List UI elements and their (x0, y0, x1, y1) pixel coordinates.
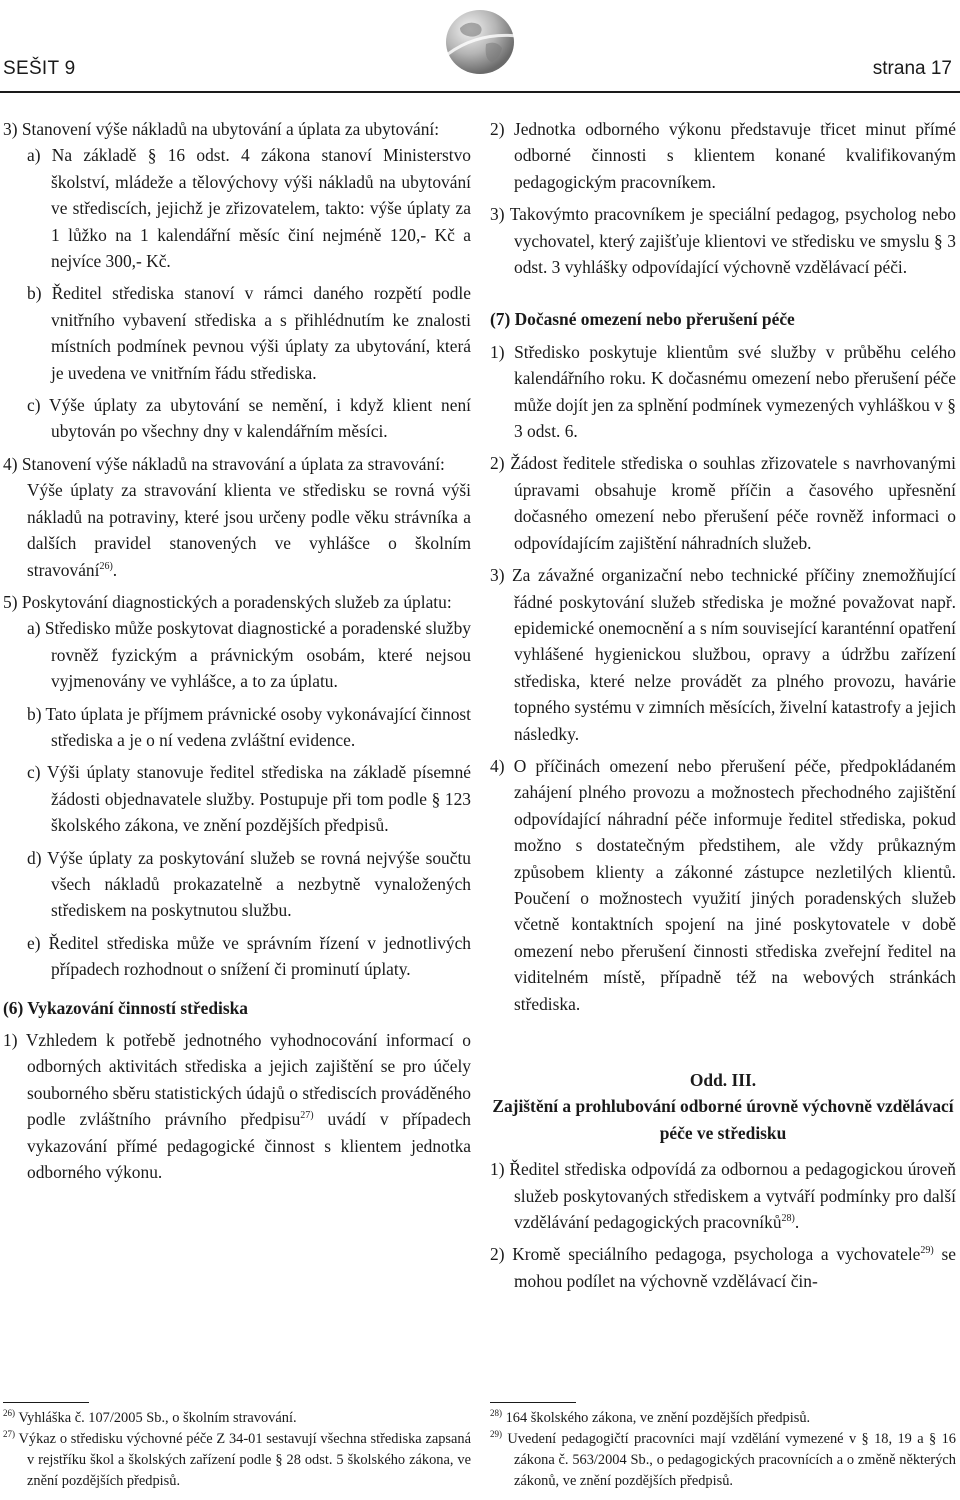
footnote-ref-28: 28) (781, 1213, 795, 1225)
section-6-2: 2) Jednotka odborného výkonu představuje třicet minut přímé odborné činnosti s klientem konané kvalifikovaným pedagogickým pracovníkem. (490, 119, 956, 192)
page-number: strana 17 (872, 58, 952, 79)
section-5b: b) Tato úplata je příjmem právnické osoby vykonávající činnost střediska a je o ní vedena zvláštní evidence. (27, 703, 471, 750)
division-item-1-end: . (794, 1212, 800, 1233)
footnote-number: 27) (3, 1429, 15, 1439)
section-7-1: 1) Středisko poskytuje klientům své služby v průběhu celého kalendářního roku. K dočasnému omezení nebo přerušení péče může dojít jen za splnění podmínek vymezených vyhláškou v § 3 odst. 6. (490, 341, 956, 442)
footnote-number: 28) (490, 1408, 502, 1418)
section-6-1 (3, 1027, 471, 1185)
section-3c: c) Výše úplaty za ubytování se nemění, i když klient není ubytován po všechny dny v kalendářním měsíci. (27, 395, 471, 442)
footnote-26 (3, 1408, 471, 1429)
division-item-2 (490, 1241, 956, 1294)
footnote-28 (490, 1408, 956, 1429)
section-7-2: 2) Žádost ředitele střediska o souhlas zřizovatele s navrhovanými úpravami obsahuje kromě příčin a časového upřesnění dočasného omezení nebo přerušení péče rovněž informaci o odpovídajícím zajištění náhradních služeb. (490, 453, 956, 553)
section-3b: b) Ředitel střediska stanoví v rámci daného rozpětí podle vnitřního vybavení střediska a s přihlédnutím ke znalosti místních podmínek pevnou výši úplaty za ubytování, která je uvedena ve vnitřním řádu střediska. (27, 283, 471, 383)
footnote-rule-left (3, 1402, 89, 1403)
section-7-4: 4) O příčinách omezení nebo přerušení péče, předpokládaném zahájení plného provozu a možnostech přechodného zajištění odpovídající náhradní péče informuje ředitel střediska, pokud možno s dostatečným předstihem, ale vždy průkazným způsobem klienty a zákonné zástupce nezletilých klientů. Poučení o možnostech využití jiných poradenských služeb včetně kontaktních spojení na jiné poskytovatele v době omezení nebo přerušení činnosti střediska zveřejní ředitel na viditelném místě, případně též na webových stránkách střediska. (490, 755, 956, 1014)
section-5-title: 5) Poskytování diagnostických a poradenských služeb za úplatu: (3, 591, 452, 612)
division-item-2-rest: se mohou podílet na výchovně vzdělávací čin- (514, 1244, 956, 1291)
footnote-27 (3, 1429, 471, 1492)
left-footnotes (3, 1408, 471, 1492)
page-header (0, 0, 960, 100)
section-3a: a) Na základě § 16 odst. 4 zákona stanoví Ministerstvo školství, mládeže a tělovýchovy výši nákladů na ubytování ve střediscích, jejichž je zřizovatelem, takto: výše úplaty za 1 lůžko na 1 kalendářní měsíc činí nejméně 120,- Kč a nejvíce 300,- Kč. (27, 145, 471, 272)
section-4-body: Výše úplaty za stravování klienta ve středisku se rovná výši nákladů na potraviny, které jsou určeny podle věku strávníka a dalších pravidel stanovených ve vyhlášce o školním stravování (27, 480, 471, 580)
footnote-number: 29) (490, 1429, 502, 1439)
footnote-ref-27: 27) (300, 1110, 314, 1122)
footnote-text: Výkaz o středisku výchovné péče Z 34-01 sestavují všechna střediska zapsaná v rejstříku škol a školských zařízení podle § 28 odst. 5 školského zákona, ve znění pozdějších předpisů. (18, 1431, 471, 1489)
left-column (3, 116, 471, 1185)
section-4-title: 4) Stanovení výše nákladů na stravování a úplata za stravování: (3, 453, 445, 474)
division-item-1-text: 1) Ředitel střediska odpovídá za odbornou a pedagogickou úroveň služeb poskytovaných střediskem a vytváří podmínky pro další vzdělávání pedagogických pracovníků (490, 1159, 956, 1233)
footnote-rule-right (490, 1402, 576, 1403)
section-4-text (3, 477, 471, 583)
section-7-3: 3) Za závažné organizační nebo technické příčiny znemožňující řádné poskytování služeb střediska je možné považovat např. epidemické onemocnění a s ním související karanténní opatření vyhlášené hygienickou službou, opravy a údržbu zařízení střediska, které nelze provádět za plného provozu, havárie topného systému v zimních měsících, živelní katastrofy a jejich následky. (490, 565, 956, 744)
footnote-29 (490, 1429, 956, 1492)
division-number: Odd. III. (689, 1070, 757, 1090)
footnote-ref-29: 29) (920, 1245, 934, 1257)
right-column (490, 116, 956, 1294)
section-6-1-text: 1) Vzhledem k potřebě jednotného vyhodnocování informací o odborných aktivitách střediska a jejich zajištění se pro účely souborného sběru statistických údajů o střediscích prováděného podle zvláštního právního předpisu (3, 1030, 471, 1130)
division-item-1 (490, 1156, 956, 1235)
issue-label: SEŠIT 9 (3, 58, 76, 79)
section-5c: c) Výši úplaty stanovuje ředitel střediska na základě písemné žádosti objednavatele služby. Postupuje při tom podle § 123 školského zákona, ve znění pozdějších předpisů. (27, 762, 471, 836)
footnote-number: 26) (3, 1408, 15, 1418)
footnote-text: Vyhláška č. 107/2005 Sb., o školním stravování. (18, 1410, 297, 1426)
section-6-heading: (6) Vykazování činností střediska (3, 997, 248, 1018)
section-4-end: . (112, 559, 118, 580)
section-6-3: 3) Takovýmto pracovníkem je speciální pedagog, psycholog nebo vychovatel, který zajišťuje klientovi ve středisku ve smyslu § 3 odst. 3 vyhlášky odpovídající výchovně vzdělávací péči. (490, 204, 956, 278)
section-5a: a) Středisko může poskytovat diagnostické a poradenské služby rovněž fyzickým a právnickým osobám, které nejsou vyjmenovány ve vyhlášce, a to za úplatu. (27, 618, 471, 692)
section-5d: d) Výše úplaty za poskytování služeb se rovná nejvýše součtu všech nákladů prokazatelně a nezbytně vynaložených střediskem na poskytnutou službu. (27, 847, 471, 921)
header-rule (0, 91, 960, 93)
section-7-heading: (7) Dočasné omezení nebo přerušení péče (490, 309, 795, 330)
division-item-2-text: 2) Kromě speciálního pedagoga, psychologa a vychovatele (490, 1244, 921, 1265)
division-title: Zajištění a prohlubování odborné úrovně výchovně vzdělávací péče ve středisku (492, 1096, 954, 1143)
section-3-title: 3) Stanovení výše nákladů na ubytování a úplata za ubytování: (3, 119, 440, 139)
globe-logo-icon (438, 2, 522, 82)
footnote-text: Uvedení pedagogičtí pracovníci mají vzdělání vymezené v § 18, 19 a § 16 zákona č. 563/2004 Sb., o pedagogických pracovnících a o změně některých zákonů, ve znění pozdějších předpisů. (507, 1431, 956, 1489)
footnote-text: 164 školského zákona, ve znění pozdějších předpisů. (505, 1410, 811, 1426)
section-6-1-rest: uvádí v případech vykazování přímé pedagogické činnost s klientem jednotka odborného výkonu. (27, 1109, 471, 1183)
footnote-ref-26: 26) (99, 560, 113, 572)
right-footnotes (490, 1408, 956, 1492)
section-5e: e) Ředitel střediska může ve správním řízení v jednotlivých případech rozhodnout o snížení či prominutí úplaty. (27, 932, 471, 980)
